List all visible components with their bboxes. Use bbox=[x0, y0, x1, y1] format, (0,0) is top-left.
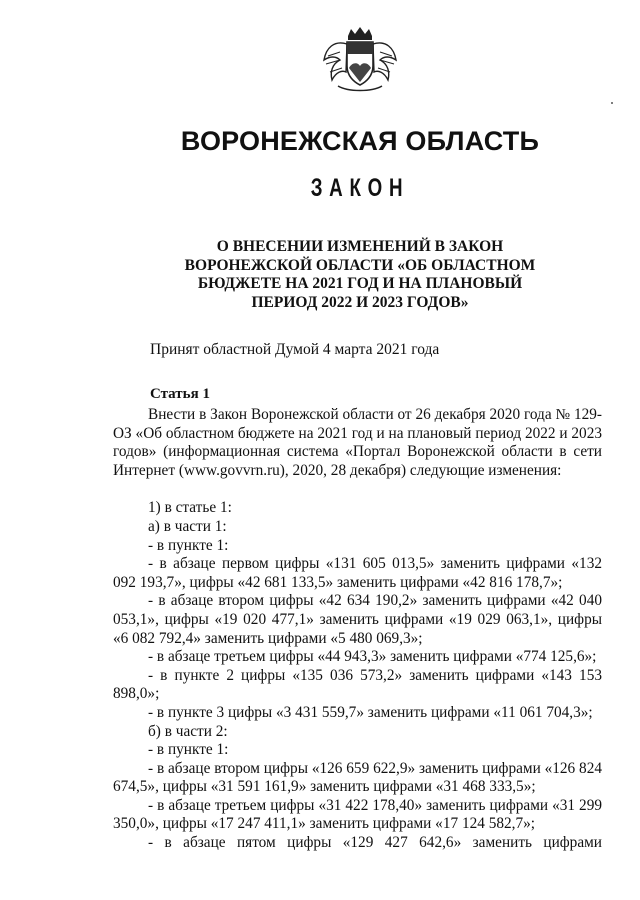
list-item: - в абзаце первом цифры «131 605 013,5» заменить цифрами «132 092 193,7», цифры «42 681 133,5» заменить цифрами «42 816 178,7»; bbox=[113, 555, 602, 591]
list-item: - в пункте 3 цифры «3 431 559,7» заменить цифрами «11 061 704,3»; bbox=[148, 703, 593, 721]
document-type: ЗАКОН bbox=[310, 174, 410, 202]
list-item: - в абзаце третьем цифры «44 943,3» заменить цифрами «774 125,6»; bbox=[148, 648, 597, 666]
list-item: 1) в статье 1: bbox=[148, 499, 232, 517]
list-item: - в пункте 1: bbox=[148, 536, 229, 554]
list-item: - в абзаце втором цифры «126 659 622,9» заменить цифрами «126 824 674,5», цифры «31 591 161,9» заменить цифрами «31 468 333,5»; bbox=[113, 759, 602, 796]
article-heading: Статья 1 bbox=[150, 386, 210, 402]
region-name: ВОРОНЕЖСКАЯ ОБЛАСТЬ bbox=[180, 126, 540, 156]
article-intro: Внести в Закон Воронежской области от 26 декабря 2020 года № 129-ОЗ «Об областном бюджете на 2021 год и на плановый период 2022 и 2023 годов» (информационная система «Портал Воронежской области в сети Интернет (www.govvrn.ru), 2020, 28 декабря) следующие изменения: bbox=[113, 406, 602, 479]
list-item: - в абзаце пятом цифры «129 427 642,6» заменить цифрами bbox=[148, 834, 602, 852]
scan-speck bbox=[611, 102, 613, 104]
list-item: - в пункте 2 цифры «135 036 573,2» заменить цифрами «143 153 898,0»; bbox=[113, 666, 602, 703]
list-item: - в абзаце втором цифры «42 634 190,2» заменить цифрами «42 040 053,1», цифры «19 020 477,1» заменить цифрами «19 029 063,1», цифры «6 082 792,4» заменить цифрами «5 480 069,3»; bbox=[113, 592, 602, 647]
list-item: - в абзаце третьем цифры «31 422 178,40» заменить цифрами «31 299 350,0», цифры «17 247 411,1» заменить цифрами «17 124 582,7»; bbox=[113, 796, 602, 833]
adoption-note: Принят областной Думой 4 марта 2021 года bbox=[150, 341, 440, 358]
coat-of-arms-icon bbox=[318, 26, 402, 92]
list-item: - в пункте 1: bbox=[148, 741, 229, 759]
list-item: а) в части 1: bbox=[148, 517, 227, 535]
list-item: б) в части 2: bbox=[148, 722, 228, 740]
law-title-line: БЮДЖЕТЕ НА 2021 ГОД И НА ПЛАНОВЫЙ bbox=[197, 275, 523, 292]
law-title-line: ВОРОНЕЖСКОЙ ОБЛАСТИ «ОБ ОБЛАСТНОМ bbox=[184, 256, 536, 274]
law-title bbox=[150, 238, 570, 312]
article-body bbox=[113, 406, 602, 853]
law-title-line: О ВНЕСЕНИИ ИЗМЕНЕНИЙ В ЗАКОН bbox=[216, 238, 504, 255]
law-title-line: ПЕРИОД 2022 И 2023 ГОДОВ» bbox=[251, 293, 469, 311]
